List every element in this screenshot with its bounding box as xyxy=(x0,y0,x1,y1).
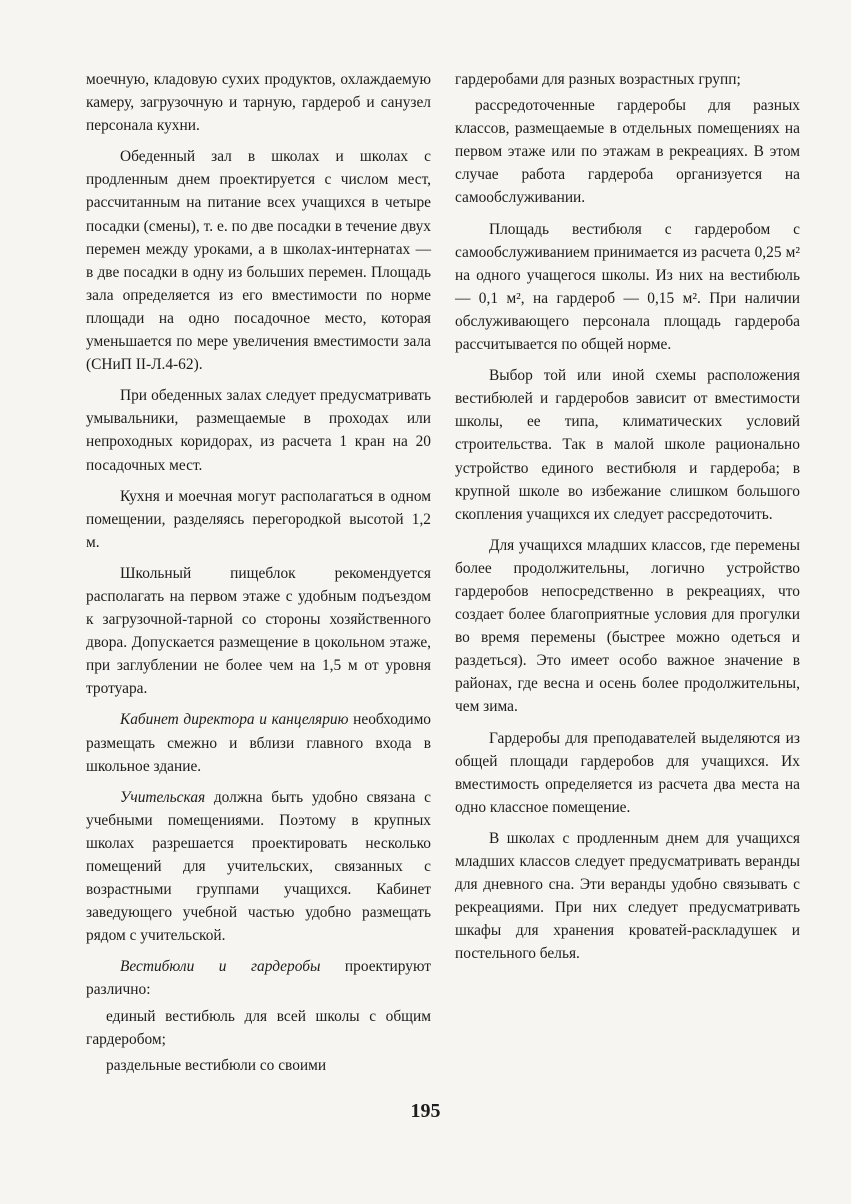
paragraph-lead: Кабинет директора и канцелярию xyxy=(120,711,349,729)
paragraph: Школьный пищеблок рекомендуется располагать на первом этаже с удобным подъездом к загрузочной-тарной со стороны хозяйственного двора. Допускается размещение в цокольном этаже, при заглублении не более чем на 1,5 м от уровня тротуара. xyxy=(86,564,431,698)
list-item: рассредоточенные гардеробы для разных классов, размещаемые в отдельных помещениях на первом этаже или по этажам в рекреациях. В этом случае работа гардероба организуется на самообслуживании. xyxy=(455,97,800,207)
paragraph: Обеденный зал в школах и школах с продленным днем проектируется с числом мест, рассчитанным на питание всех учащихся в четыре посадки (смены), т. е. по две посадки в течение двух перемен между уроками, а в школах-интернатах — в две посадки в одну из больших перемен. Площадь зала определяется из его вместимости по норме площади на одно посадочное место, которая уменьшается по мере увеличения вместимости зала (СНиП II-Л.4-62). xyxy=(86,148,431,374)
paragraph: моечную, кладовую сухих продуктов, охлаждаемую камеру, загрузочную и тарную, гардероб и санузел персонала кухни. xyxy=(86,71,431,135)
left-column xyxy=(86,68,431,1080)
paragraph: Для учащихся младших классов, где перемены более продолжительны, логично устройство гардеробов непосредственно в рекреациях, что создает более благоприятные условия для прогулки во время перемены (быстрее можно одеться и раздеться). Это имеет особо важное значение в районах, где весна и осень более продолжительны, чем зима. xyxy=(455,536,800,716)
paragraph: Выбор той или иной схемы расположения вестибюлей и гардеробов зависит от вместимости школы, ее типа, климатических условий строительства. Так в малой школе рационально устройство единого вестибюля и гардероба; в крупной школе во избежание слишком большого скопления учащихся их следует рассредоточить. xyxy=(455,367,800,523)
paragraph: Площадь вестибюля с гардеробом с самообслуживанием принимается из расчета 0,25 м² на одного учащегося школы. Из них на вестибюль — 0,1 м², на гардероб — 0,15 м². При наличии обслуживающего персонала площадь гардероба рассчитывается по общей норме. xyxy=(455,220,800,354)
paragraph-lead: Вестибюли и гардеробы xyxy=(120,958,321,976)
list-item: раздельные вестибюли со своими xyxy=(106,1056,327,1074)
paragraph: Кабинет директора и канцелярию необходимо размещать смежно и вблизи главного входа в школьное здание. xyxy=(86,711,432,775)
paragraph-lead: Учительская xyxy=(120,788,206,806)
paragraph: Кухня и моечная могут располагаться в одном помещении, разделяясь перегородкой высотой 1,2 м. xyxy=(86,487,431,551)
paragraph: При обеденных залах следует предусматривать умывальники, размещаемые в проходах или непроходных коридорах, из расчета 1 кран на 20 посадочных мест. xyxy=(86,387,431,474)
list-item: единый вестибюль для всей школы с общим гардеробом; xyxy=(86,1007,431,1048)
right-column xyxy=(455,68,800,968)
list-item: гардеробами для разных возрастных групп; xyxy=(455,71,741,88)
page-number: 195 xyxy=(410,1100,441,1122)
paragraph: Гардеробы для преподавателей выделяются из общей площади гардеробов для учащихся. Их вместимость определяется из расчета два места на одно классное помещение. xyxy=(455,729,800,816)
paragraph: Учительская должна быть удобно связана с учебными помещениями. Поэтому в крупных школах разрешается проектировать несколько помещений для учительских, связанных с возрастными группами учащихся. Кабинет заведующего учебной частью удобно размещать рядом с учительской. xyxy=(86,788,431,945)
paragraph: Вестибюли и гардеробы проектируют различно: xyxy=(86,958,431,999)
paragraph: В школах с продленным днем для учащихся младших классов следует предусматривать веранды для дневного сна. Эти веранды удобно связывать с рекреациями. При них следует предусматривать шкафы для хранения кроватей-раскладушек и постельного белья. xyxy=(455,829,800,963)
